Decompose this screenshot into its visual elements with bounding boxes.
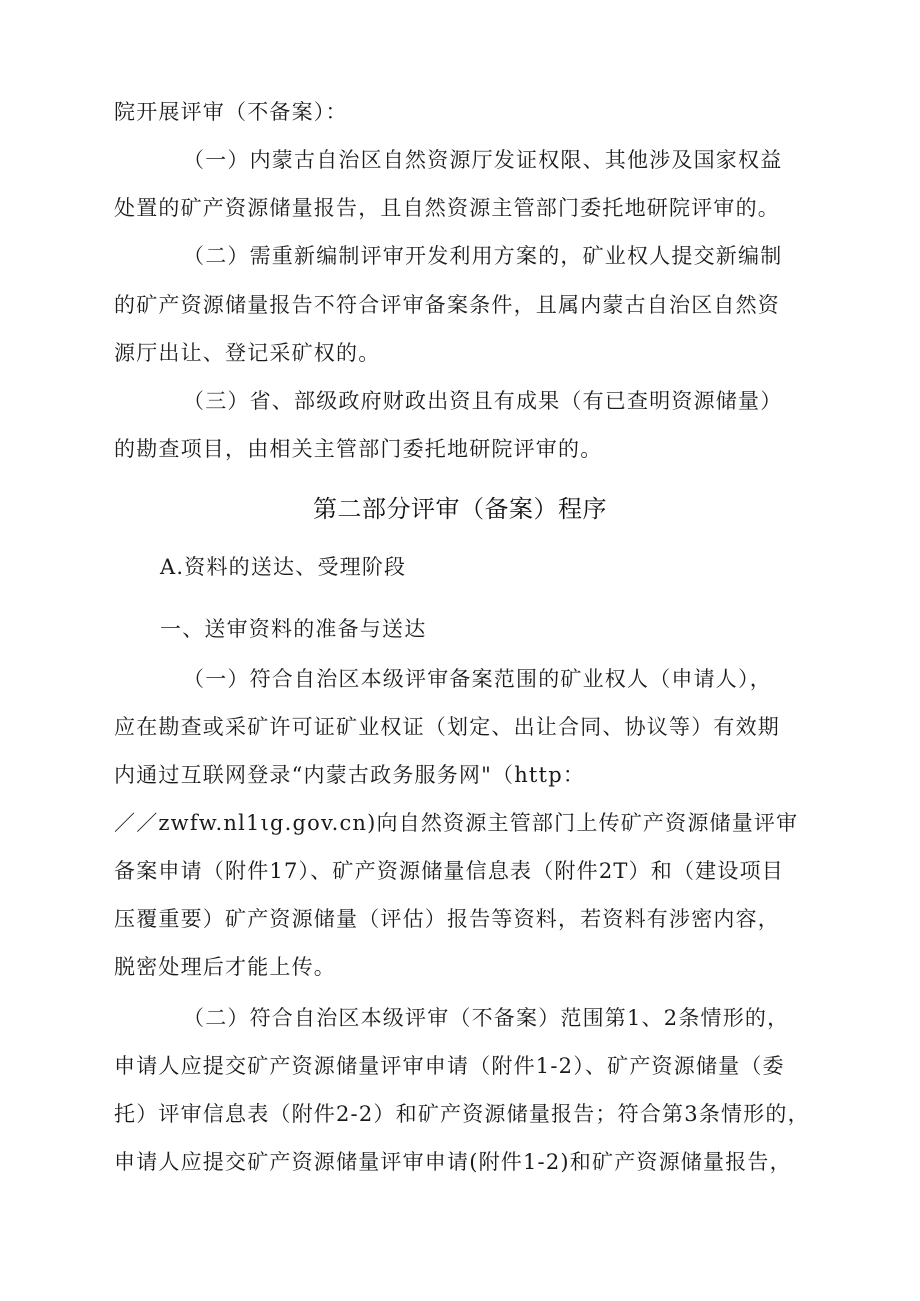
paragraph-line: （二）需重新编制评审开发利用方案的，矿业权人提交新编制	[183, 244, 783, 268]
paragraph-line: （二）符合自治区本级评审（不备案）范围第1、2条情形的，	[183, 1006, 790, 1030]
paragraph-line: 申请人应提交矿产资源储量评审申请（附件1-2）、矿产资源储量（委	[114, 1054, 785, 1078]
paragraph-line: 托）评审信息表（附件2-2）和矿产资源储量报告；符合第3条情形的，	[114, 1102, 810, 1126]
subsection-label: A.资料的送达、受理阶段	[160, 555, 407, 579]
paragraph-line: 的勘查项目，由相关主管部门委托地研院评审的。	[114, 437, 603, 461]
paragraph-line: （一）内蒙古自治区自然资源厅发证权限、其他涉及国家权益	[183, 148, 783, 172]
paragraph-line: 应在勘查或采矿许可证矿业权证（划定、出让合同、协议等）有效期	[114, 715, 780, 739]
paragraph-line: 院开展评审（不备案）：	[114, 100, 348, 124]
paragraph-line: ／／zwfw.nl1ιg.gov.cn)向自然资源主管部门上传矿产资源储量评审	[114, 811, 799, 835]
paragraph-line: 申请人应提交矿产资源储量评审申请(附件1-2)和矿产资源储量报告，	[114, 1150, 792, 1174]
paragraph-line: 处置的矿产资源储量报告，且自然资源主管部门委托地研院评审的。	[114, 196, 780, 220]
paragraph-line: 脱密处理后才能上传。	[114, 955, 336, 979]
subsection-heading: 一、送审资料的准备与送达	[160, 617, 427, 641]
paragraph-line: 备案申请（附件17）、矿产资源储量信息表（附件2T）和（建设项目	[114, 859, 784, 883]
paragraph-line: 内通过互联网登录“内蒙古政务服务网"（http：	[114, 763, 586, 787]
paragraph-line: 的矿产资源储量报告不符合评审备案条件，且属内蒙古自治区自然资	[114, 293, 780, 317]
paragraph-line: （一）符合自治区本级评审备案范围的矿业权人（申请人），	[183, 667, 772, 691]
paragraph-line: （三）省、部级政府财政出资且有成果（有已查明资源储量）	[183, 389, 783, 413]
paragraph-line: 压覆重要）矿产资源储量（评估）报告等资料，若资料有涉密内容，	[114, 907, 780, 931]
section-title: 第二部分评审（备案）程序	[313, 495, 607, 523]
paragraph-line: 源厅出让、登记采矿权的。	[114, 341, 381, 365]
